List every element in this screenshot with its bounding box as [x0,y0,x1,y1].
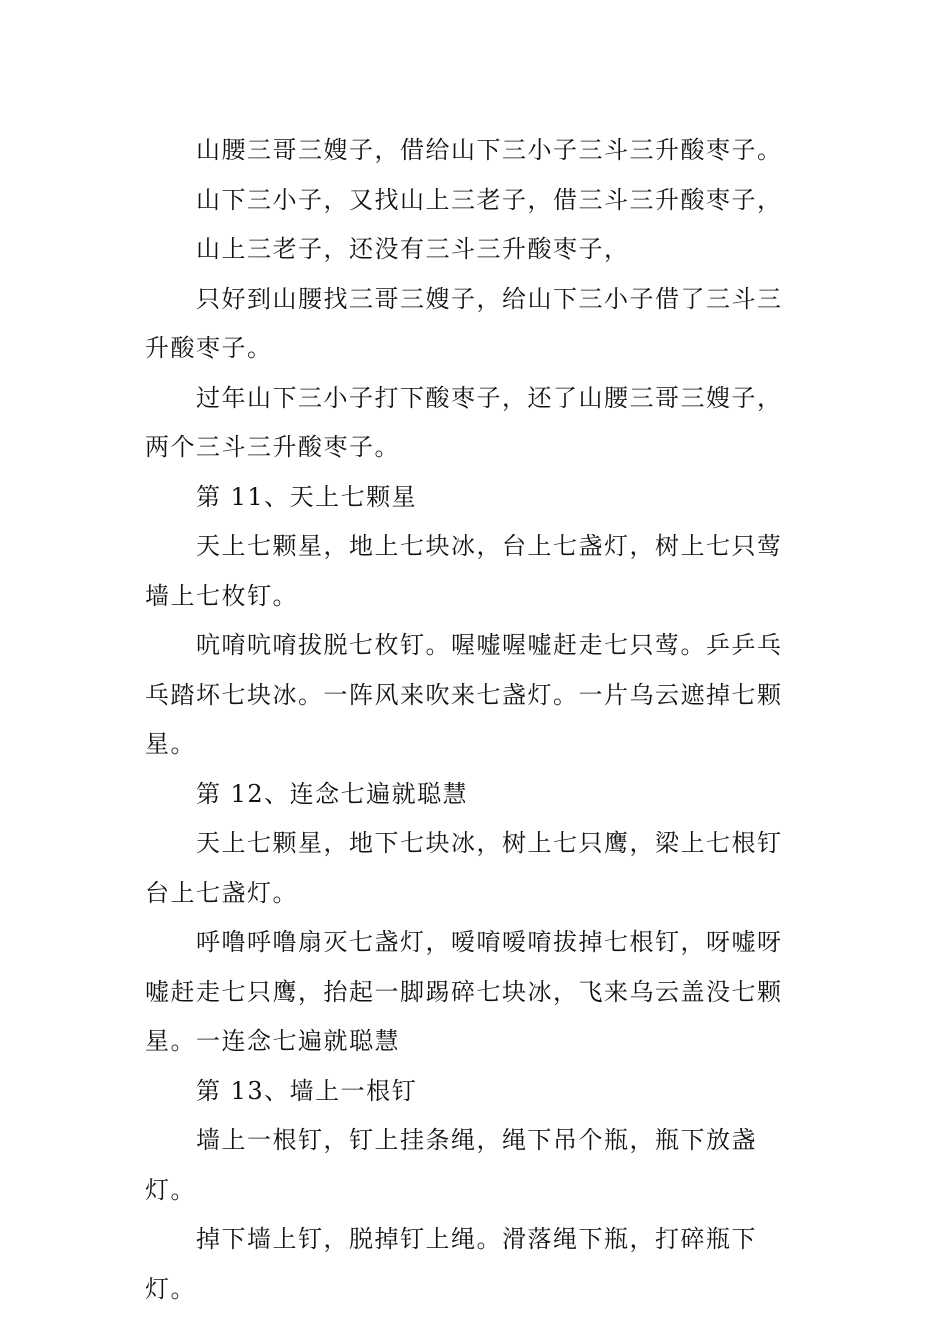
paragraph: 只好到山腰找三哥三嫂子，给山下三小子借了三斗三升酸枣子。 [145,284,783,362]
paragraph: 墙上一根钉，钉上挂条绳，绳下吊个瓶，瓶下放盏灯。 [145,1126,757,1204]
paragraph: 天上七颗星，地下七块冰，树上七只鹰，梁上七根钉台上七盏灯。 [145,829,783,907]
paragraph: 山下三小子，又找山上三老子，借三斗三升酸枣子， [196,185,783,214]
section-heading: 第 13、墙上一根钉 [196,1076,418,1105]
paragraph: 山腰三哥三嫂子，借给山下三小子三斗三升酸枣子。 [196,136,783,164]
document-body [145,126,807,1314]
paragraph: 过年山下三小子打下酸枣子，还了山腰三哥三嫂子，两个三斗三升酸枣子。 [145,383,783,461]
paragraph: 呼噜呼噜扇灭七盏灯，嗳唷嗳唷拔掉七根钉，呀嘘呀嘘赶走七只鹰，抬起一脚踢碎七块冰，飞来乌云盖没七颗星。一连念七遍就聪慧 [145,928,783,1055]
paragraph: 天上七颗星，地上七块冰，台上七盏灯，树上七只莺墙上七枚钉。 [145,532,783,610]
section-heading: 第 12、连念七遍就聪慧 [196,779,469,808]
paragraph: 吭唷吭唷拔脱七枚钉。喔嘘喔嘘赶走七只莺。乒乒乓乓踏坏七块冰。一阵风来吹来七盏灯。一片乌云遮掉七颗星。 [145,631,783,758]
section-heading: 第 11、天上七颗星 [196,482,418,511]
paragraph: 掉下墙上钉，脱掉钉上绳。滑落绳下瓶，打碎瓶下灯。 [145,1225,757,1303]
paragraph: 山上三老子，还没有三斗三升酸枣子， [196,235,630,263]
